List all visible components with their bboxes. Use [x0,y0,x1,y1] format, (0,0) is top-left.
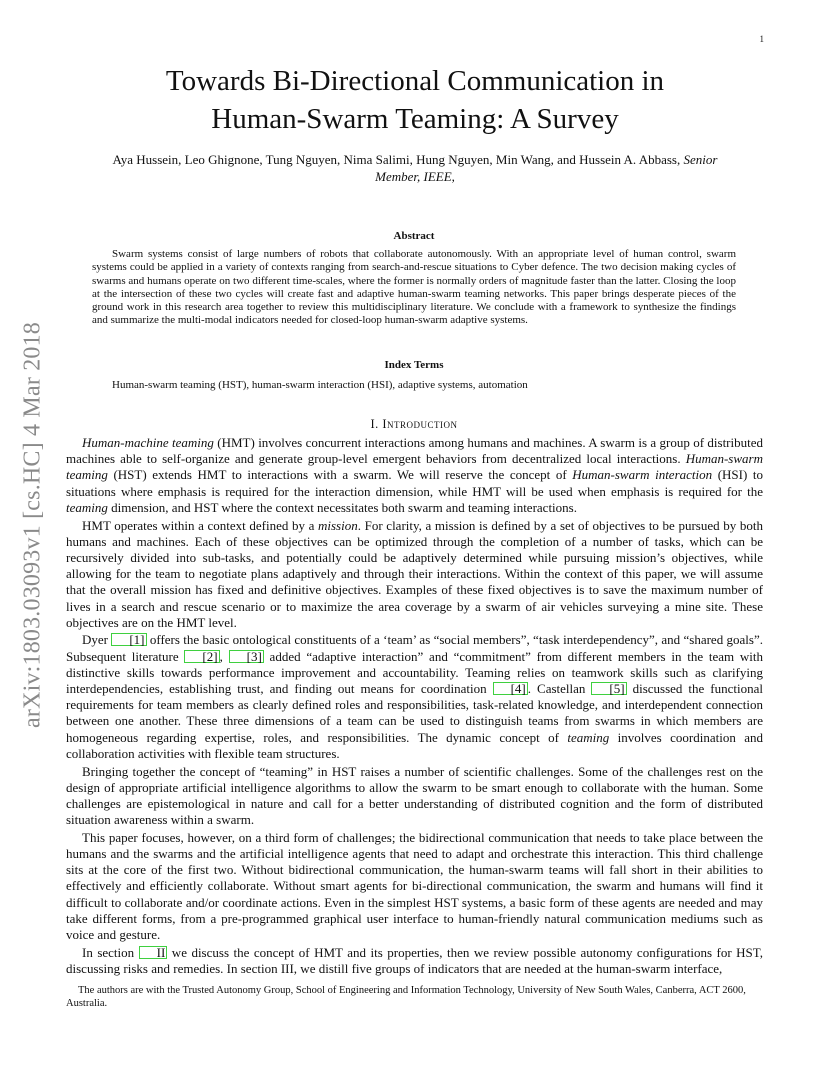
term-hst: Human-swarm teaming [66,451,763,483]
section-number: I. [370,417,379,431]
abstract-heading: Abstract [393,230,435,242]
text-span: discussed the functional requirements for team members as clearly defined roles and responsibilities, task-related knowledge, and interdependent connection between one another. These three dimensions of a team can be used to distinguish teams from swarms in which members are homogeneous regarding expertise, roles, and responsibilities. The dynamic concept of [66,681,763,745]
paragraph-3 [66,632,763,762]
term-hmt: Human-machine teaming [82,435,214,450]
text-span: . Castellan [527,681,592,697]
citation-link[interactable]: [1] [111,633,146,646]
citation-link[interactable]: [2] [184,650,219,663]
term-hsi: Human-swarm interaction [572,467,713,483]
title-line-1: Towards Bi-Directional Communication in [165,65,665,97]
text-span: (HSI) to situations where emphasis is required for the interaction dimension, while HMT will be used when emphasis is required for the [66,467,763,499]
arxiv-identifier: arXiv:1803.03093v1 [cs.HC] 4 Mar 2018 [19,321,46,729]
term-teaming: teaming [66,499,108,515]
citation-link[interactable]: [3] [229,650,264,663]
text-span: , [219,648,229,664]
text-span: involves coordination and collaboration activities with flexible team structures. [66,729,763,761]
text-span: HMT operates within a context defined by a [82,517,318,533]
index-terms: Human-swarm teaming (HST), human-swarm interaction (HSI), adaptive systems, automation [112,379,528,391]
section-heading [0,417,828,432]
text-span: (HST) extends HMT to interactions with a swarm. We will reserve the concept of [107,467,573,483]
term-teaming: teaming [567,729,610,745]
text-span: . For clarity, a mission is defined by a set of objectives to be pursued by both humans and machines. Each of these objectives can be optimized through the completion of a number of tasks, which can be recursively divided into sub-tasks, and potentially could be adaptively determined while pursuing mission’s objectives, while allowing for the team to negotiate plans adaptively and through their interactions. Within the context of this paper, we will assume that the overall mission has fixed and definitive objectives. Examples of these fixed objectives is to save the maximum number of lives in a search and rescue scenario or to maximize the area coverage by a swarm of air vehicles surveying a mine site. These objectives are on the HMT level. [66,517,763,630]
footnote: The authors are with the Trusted Autonomy Group, School of Engineering and Information Technology, University of New South Wales, Canberra, ACT 2600, Australia. [66,985,746,1009]
text-span: added “adaptive interaction” and “commitment” from different members in the team with distinctive skills towards performance improvement and accountability. Teaming relies on teamwork skills such as clarifying interdependencies, establishing trust, and finding out means for coordination [66,648,764,697]
paragraph-5: This paper focuses, however, on a third form of challenges; the bidirectional communication that needs to take place between the humans and the swarms and the artificial intelligence agents that need to adapt and orchestrate this interaction. This third challenge sits at the core of the first two. Without bidirectional communication, the human-swarm teams will fall short in their abilities to effectively and efficiently collaborate. Without smart agents for bi-directional communication, the swarm and humans will find it difficult to collaborate and/or coordinate actions. Even in the simplest HST systems, a basic form of these agents are needed and may take different forms, from a pre-programmed graphical user interface to human-friendly natural communication mediums such as voice and gesture. [66,829,763,943]
text-span: dimension, and HST where the context necessitates both swarm and teaming interactions. [107,499,577,515]
author-names: Aya Hussein, Leo Ghignone, Tung Nguyen, Nima Salimi, Hung Nguyen, Min Wang, and Hussein A. Abbass, [112,152,681,167]
citation-link[interactable]: [5] [591,682,626,695]
text-span: In section [82,944,139,960]
paper-title [70,62,760,138]
section-title: Introduction [382,417,458,431]
paragraph-1 [66,435,763,516]
text-span: offers the basic ontological constituents of a ‘team’ as “social members”, “task interdependency”, and “shared goals”. Subsequent literature [66,632,763,664]
citation-link[interactable]: [4] [493,682,528,695]
title-line-2: Human-Swarm Teaming: A Survey [211,103,619,135]
page-number: 1 [759,34,764,44]
paragraph-4: Bringing together the concept of “teaming” in HST raises a number of scientific challenges. Some of the challenges rest on the design of appropriate artificial intelligence algorithms to allow the swarm to be smart enough to collaborate with the human. Some challenges are epistemological in nature and call for a better understanding of distributed cognition and the form of distributed situation awareness within a swarm. [66,763,763,828]
paragraph-6 [66,945,763,977]
body-text [66,435,763,979]
term-mission: mission [318,517,358,533]
paragraph-2 [66,518,763,631]
text-span: (HMT) involves concurrent interactions among humans and machines. A swarm is a group of distributed machines able to self-organize and generate group-level emergent behaviors from decentralized local interactions. [66,435,764,467]
text-span: we discuss the concept of HMT and its properties, then we review possible autonomy configurations for HST, discussing risks and remedies. In section III, we distill five groups of indicators that are needed at the human-swarm interface, [66,944,763,976]
author-membership: Senior Member, IEEE, [375,152,718,184]
index-terms-heading: Index Terms [384,359,444,371]
section-link[interactable]: II [139,946,168,959]
abstract-text: Swarm systems consist of large numbers of robots that collaborate autonomously. With an appropriate level of human control, swarm systems could be applied in a variety of contexts ranging from search-and-rescue situations to Cyber defence. The two decision making cycles of swarms and humans operate on two different time-scales, where the former is normally orders of magnitude faster than the latter. Closing the loop at the intersection of these two cycles will create fast and adaptive human-swarm teaming networks. This paper brings desperate pieces of the ground work in this research area together to review this multidisciplinary literature. We conclude with a framework to synthesize the findings and summarize the multi-modal indicators needed for closed-loop human-swarm adaptive systems. [92,248,736,327]
text-span: Dyer [82,632,112,648]
author-list [90,151,740,185]
